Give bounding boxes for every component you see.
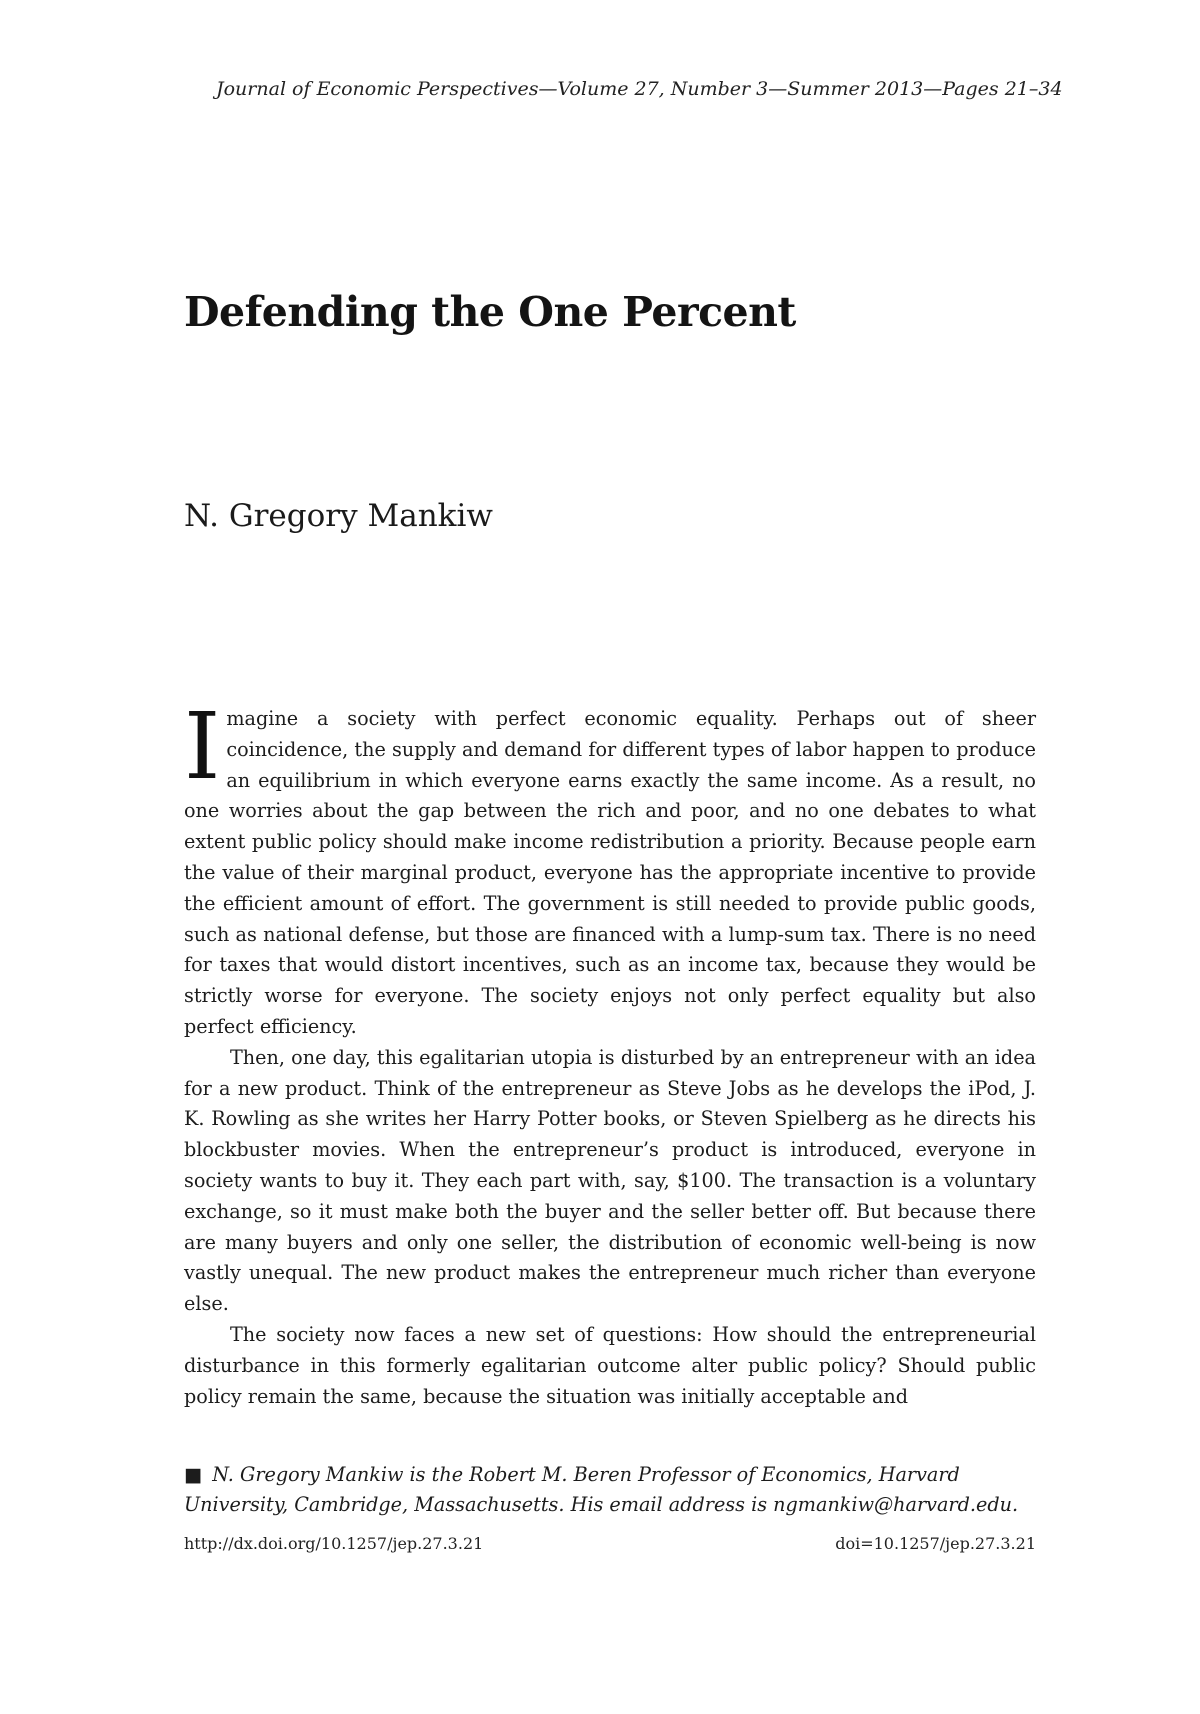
running-head: Journal of Economic Perspectives—Volume 27, Number 3—Summer 2013—Pages 21–34 (216, 78, 1063, 100)
doi-url[interactable]: http://dx.doi.org/10.1257/jep.27.3.21 (184, 1534, 484, 1553)
article-title: Defending the One Percent (184, 288, 796, 336)
body-paragraph-2: Then, one day, this egalitarian utopia is disturbed by an entrepreneur with an idea for a new product. Think of the entrepreneur as Steve Jobs as he develops the iPod, J. K. Rowling as she writes her Harry Potter books, or Steven Spielberg as he directs his blockbuster movies. When the entrepreneur’s product is introduced, everyone in society wants to buy it. They each part with, say, $100. The transaction is a voluntary exchange, so it must make both the buyer and the seller better off. But because there are many buyers and only one seller, the distribution of economic well-being is now vastly unequal. The new product makes the entrepreneur much richer than everyone else. (184, 1045, 1036, 1316)
author-footnote (184, 1460, 1036, 1520)
body-paragraph-3: The society now faces a new set of questions: How should the entrepreneurial disturbance in this formerly egalitarian outcome alter public policy? Should public policy remain the same, because the situation was initially acceptable and (184, 1322, 1036, 1408)
footnote-text: N. Gregory Mankiw is the Robert M. Beren Professor of Economics, Harvard University, Cambridge, Massachusetts. His email address is ngmankiw@harvard.edu. (184, 1463, 1019, 1516)
paragraph-1-text: magine a society with perfect economic equality. Perhaps out of sheer coincidence, the supply and demand for different types of labor happen to produce an equilibrium in which everyone earns exactly the same income. As a result, no one worries about the gap between the rich and poor, and no one debates to what extent public policy should make income redistribution a priority. Because people earn the value of their marginal product, everyone has the appropriate incentive to provide the efficient amount of effort. The government is still needed to provide public goods, such as national defense, but those are financed with a lump-sum tax. There is no need for taxes that would distort incentives, such as an income tax, because they would be strictly worse for everyone. The society enjoys not only perfect equality but also perfect efficiency. (184, 707, 1036, 1038)
drop-cap: I (184, 693, 221, 800)
body-paragraph-1 (184, 693, 1036, 1043)
footnote-bullet: ■ (184, 1463, 203, 1486)
doi-identifier: doi=10.1257/jep.27.3.21 (835, 1534, 1036, 1553)
article-body (184, 693, 1036, 1412)
article-author: N. Gregory Mankiw (184, 498, 493, 534)
